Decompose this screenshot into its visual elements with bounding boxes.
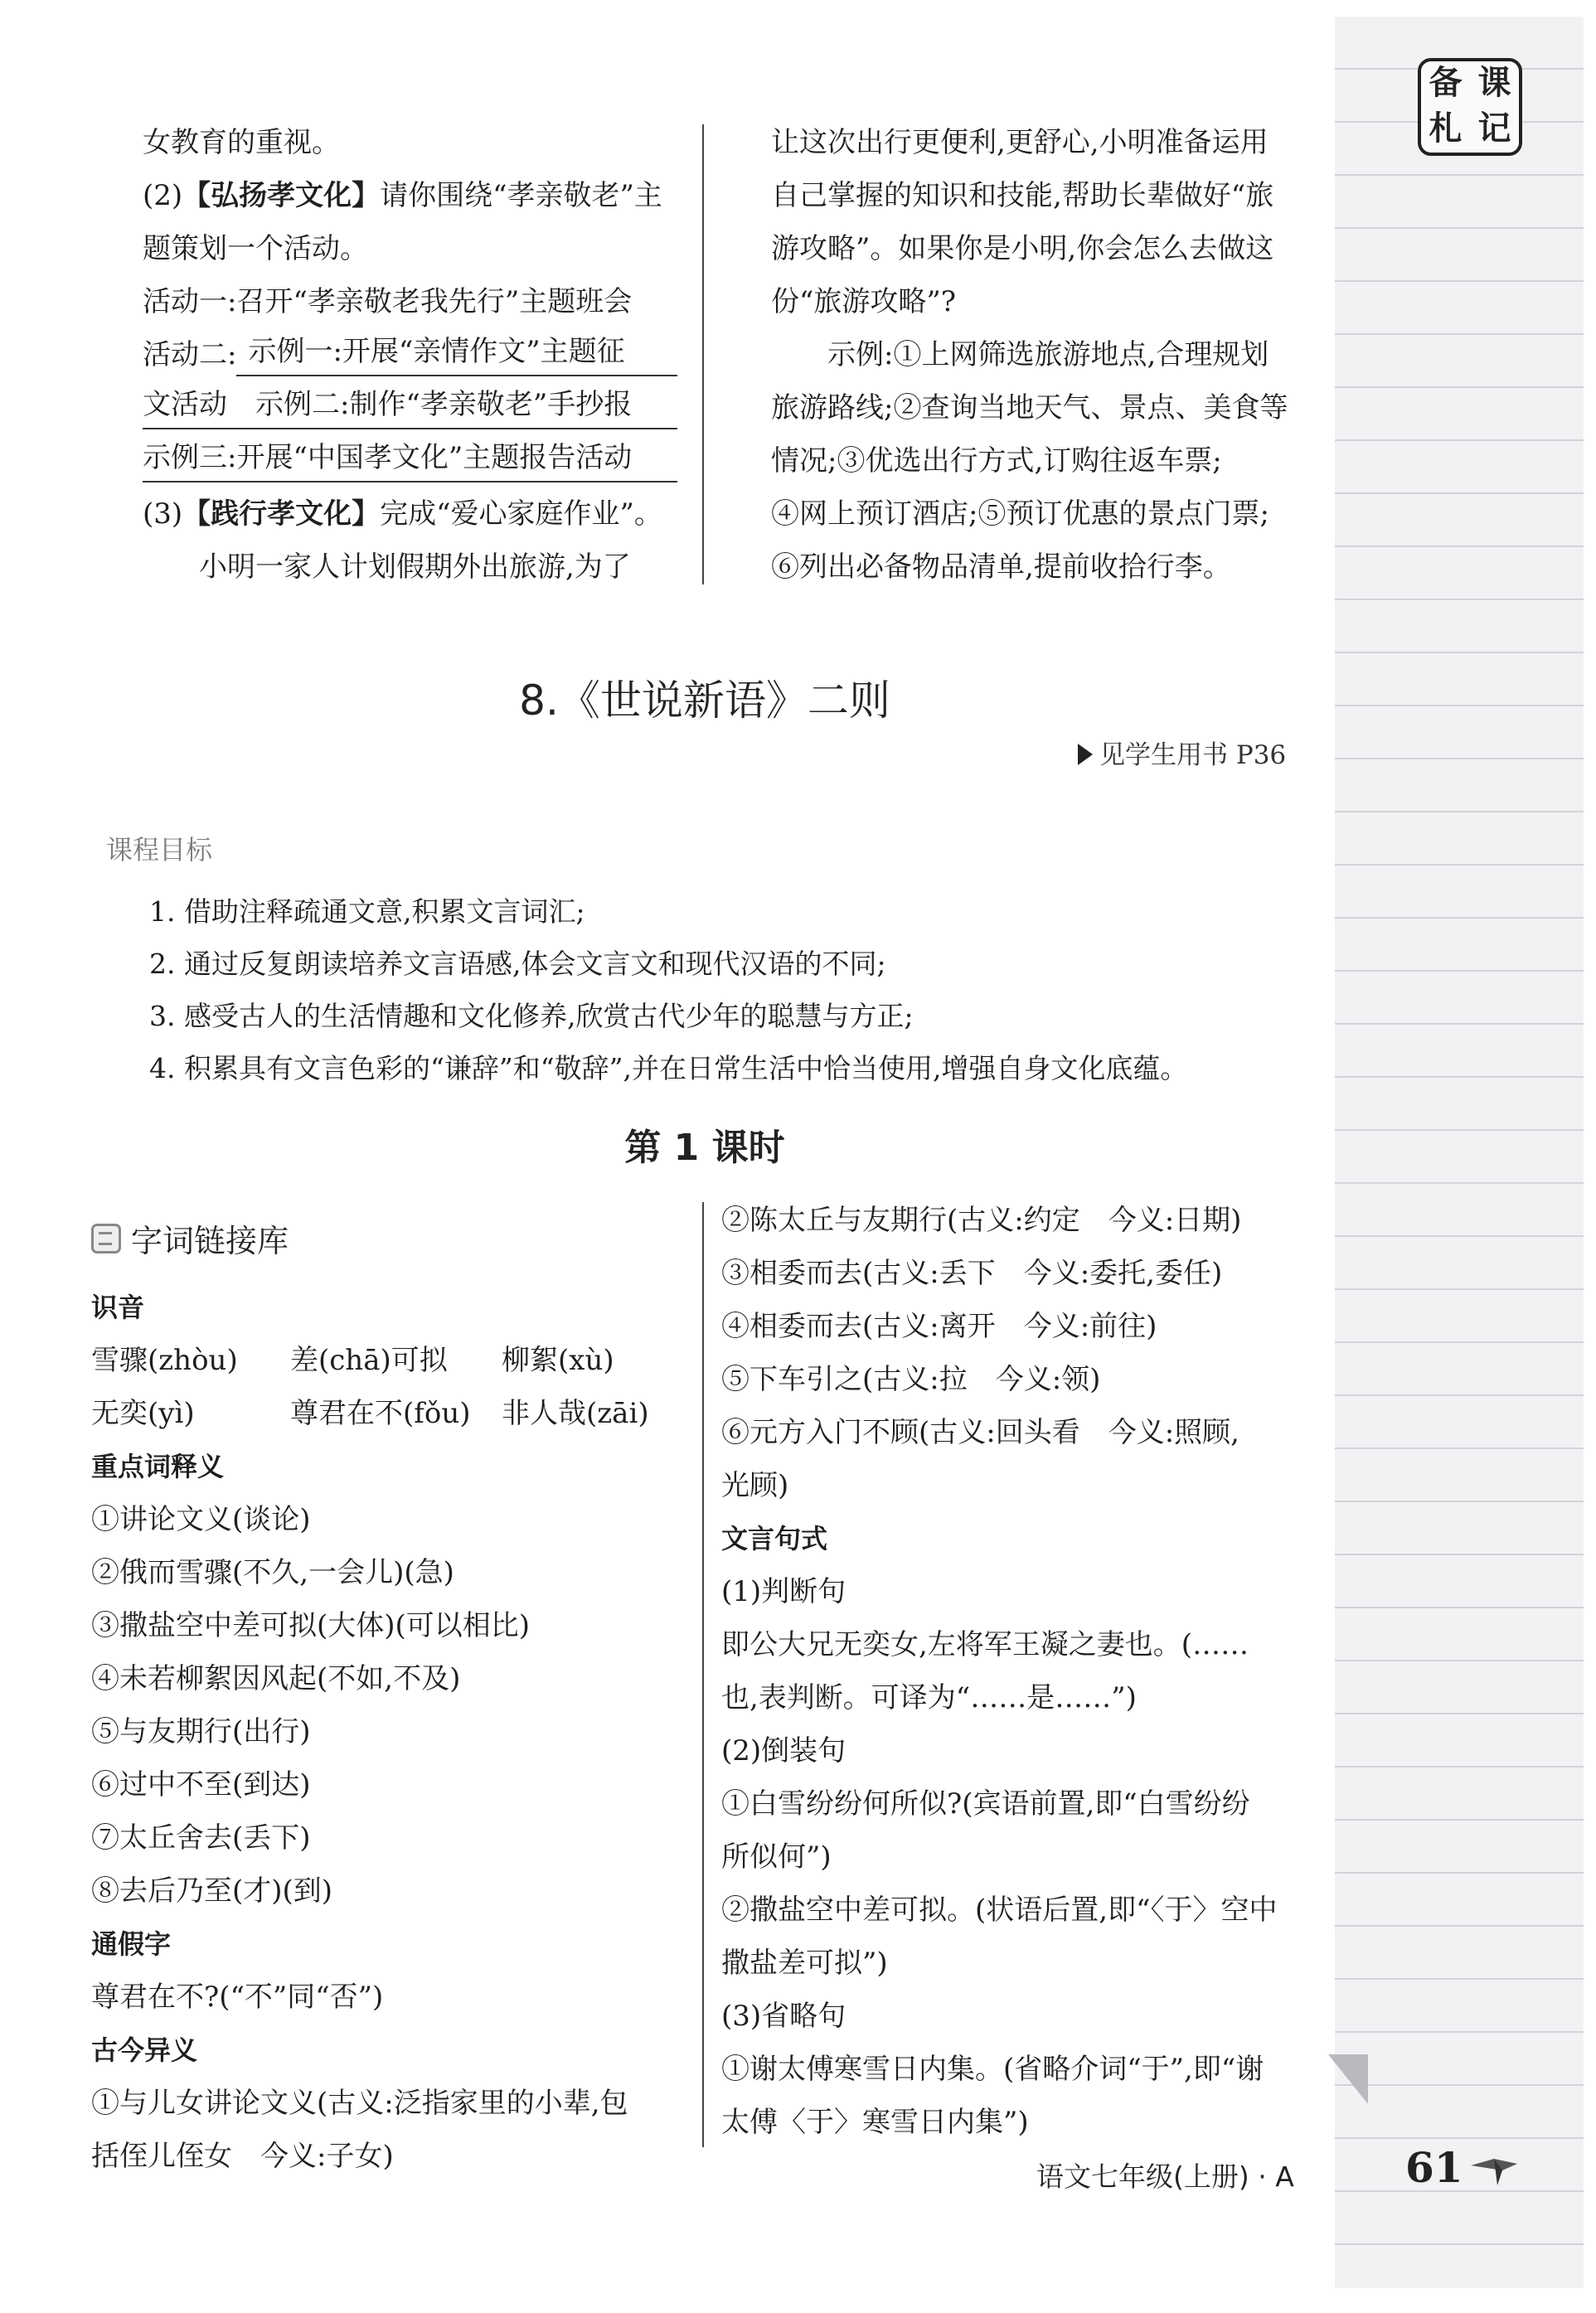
syntax-item: ①白雪纷纷何所似?(宾语前置,即“白雪纷纷 xyxy=(721,1787,1250,1821)
library-title-text: 字词链接库 xyxy=(131,1223,289,1259)
section-title: 8.《世说新语》二则 xyxy=(519,676,890,725)
section-head: 古今异义 xyxy=(91,2034,198,2066)
library-title xyxy=(91,1215,289,1261)
key-item: ①讲论文义(谈论) xyxy=(91,1503,311,1536)
pron-item: 无奕(yì) xyxy=(91,1397,195,1430)
bold-tag: 【弘扬孝文化】 xyxy=(182,179,381,212)
column-divider xyxy=(702,124,704,584)
key-item: ④未若柳絮因风起(不如,不及) xyxy=(91,1662,461,1695)
answer-line: 示例:①上网筛选旅游地点,合理规划 xyxy=(827,338,1269,371)
text-line: 自己掌握的知识和技能,帮助长辈做好“旅 xyxy=(771,179,1274,212)
gujin-item: ④相委而去(古义:离开 今义:前往) xyxy=(721,1310,1157,1343)
pron-item: 非人哉(zāi) xyxy=(502,1397,649,1430)
section-head: 识音 xyxy=(91,1292,145,1323)
notes-badge-char: 备 xyxy=(1429,64,1463,102)
section-head: 通假字 xyxy=(91,1928,172,1960)
text-line: 题策划一个活动。 xyxy=(143,232,368,265)
text-line: 份“旅游攻略”? xyxy=(771,285,956,318)
footer-book-title: 语文七年级(上册) · A xyxy=(1036,2160,1294,2193)
book-reference xyxy=(1078,734,1286,771)
syntax-item: ①谢太傅寒雪日内集。(省略介词“于”,即“谢 xyxy=(721,2053,1264,2086)
syntax-subhead: (2)倒装句 xyxy=(721,1734,847,1767)
book-icon xyxy=(91,1224,121,1253)
text-line: 小明一家人计划假期外出旅游,为了 xyxy=(199,550,631,584)
text-line: 活动一:召开“孝亲敬老我先行”主题班会 xyxy=(143,285,633,318)
notes-badge-char: 札 xyxy=(1429,109,1463,148)
bold-tag: 【践行孝文化】 xyxy=(182,497,381,531)
bottom-right-column xyxy=(721,1194,1327,2149)
goal-item: 1. 借助注释疏通文意,积累文言词汇; xyxy=(149,895,585,928)
pron-row xyxy=(91,1387,688,1440)
syntax-item: 也,表判断。可译为“……是……”) xyxy=(721,1681,1137,1714)
goal-item: 3. 感受古人的生活情趣和文化修养,欣赏古代少年的聪慧与方正; xyxy=(149,1000,914,1032)
text-line: 让这次出行更便利,更舒心,小明准备运用 xyxy=(771,126,1269,159)
text-span: 请你围绕“孝亲敬老”主 xyxy=(380,179,662,212)
goal-item: 4. 积累具有文言色彩的“谦辞”和“敬辞”,并在日常生活中恰当使用,增强自身文化底蕴。 xyxy=(149,1052,1188,1084)
top-left-column xyxy=(143,116,677,594)
pron-row xyxy=(91,1334,688,1387)
goal-item: 2. 通过反复朗读培养文言语感,体会文言文和现代汉语的不同; xyxy=(149,948,886,980)
key-item: ⑤与友期行(出行) xyxy=(91,1715,311,1748)
gujin-item: ②陈太丘与友期行(古义:约定 今义:日期) xyxy=(721,1204,1242,1237)
goals-label: 课程目标 xyxy=(106,834,213,866)
key-item: ②俄而雪骤(不久,一会儿)(急) xyxy=(91,1556,454,1589)
syntax-item: 即公大兄无奕女,左将军王凝之妻也。(…… xyxy=(721,1628,1249,1661)
item-number: (2) xyxy=(143,179,183,212)
answer-line: ⑥列出必备物品清单,提前收拾行李。 xyxy=(771,550,1231,584)
lesson-title: 第 1 课时 xyxy=(624,1127,785,1169)
syntax-item: 撒盐差可拟”) xyxy=(721,1947,888,1980)
gujin-item: ⑤下车引之(古义:拉 今义:领) xyxy=(721,1363,1101,1396)
page-number: 61 xyxy=(1405,2143,1463,2192)
reference-text: 见学生用书 P36 xyxy=(1099,740,1287,770)
syntax-item: 所似何”) xyxy=(721,1840,832,1874)
answer-text: 示例一:开展“亲情作文”主题征 xyxy=(236,328,677,376)
key-item: ⑧去后乃至(才)(到) xyxy=(91,1874,333,1908)
gujin-item: ⑥元方入门不顾(古义:回头看 今义:照顾, xyxy=(721,1416,1239,1449)
answer-line xyxy=(143,328,677,381)
play-triangle-icon xyxy=(1078,744,1093,765)
syntax-subhead: (3)省略句 xyxy=(721,2000,847,2033)
page-fold-corner xyxy=(1328,2054,1368,2104)
pron-item: 柳絮(xù) xyxy=(502,1344,614,1377)
origami-icon xyxy=(1469,2154,1519,2187)
notes-badge xyxy=(1418,58,1522,156)
pron-item: 雪骤(zhòu) xyxy=(91,1344,238,1377)
text-line xyxy=(143,169,677,222)
text-line xyxy=(143,487,677,541)
notes-badge-char: 课 xyxy=(1477,64,1511,102)
goals-list xyxy=(149,885,1187,1094)
item-number: (3) xyxy=(143,497,183,531)
syntax-item: ②撒盐空中差可拟。(状语后置,即“〈于〉空中 xyxy=(721,1894,1278,1927)
top-right-column xyxy=(771,116,1318,594)
bottom-left-column xyxy=(91,1281,688,2183)
key-item: ③撒盐空中差可拟(大体)(可以相比) xyxy=(91,1609,531,1642)
notes-badge-char: 记 xyxy=(1477,109,1511,148)
section-head: 文言句式 xyxy=(721,1523,828,1554)
pron-item: 尊君在不(fǒu) xyxy=(290,1397,471,1430)
pron-item: 差(chā)可拟 xyxy=(290,1344,448,1377)
answer-line: 旅游路线;②查询当地天气、景点、美食等 xyxy=(771,391,1288,424)
answer-line: ④网上预订酒店;⑤预订优惠的景点门票; xyxy=(771,497,1269,531)
syntax-subhead: (1)判断句 xyxy=(721,1575,847,1608)
key-item: ⑥过中不至(到达) xyxy=(91,1768,311,1801)
gujin-item: 光顾) xyxy=(721,1469,789,1502)
gujin-item: ①与儿女讲论文义(古义:泛指家里的小辈,包 xyxy=(91,2087,628,2120)
activity-label: 活动二: xyxy=(143,338,237,371)
answer-line: 情况;③优选出行方式,订购往返车票; xyxy=(771,444,1222,478)
gujin-item: ③相委而去(古义:丢下 今义:委托,委任) xyxy=(721,1257,1223,1290)
text-span: 完成“爱心家庭作业”。 xyxy=(380,497,662,531)
key-item: ⑦太丘舍去(丢下) xyxy=(91,1821,311,1855)
answer-text: 文活动 示例二:制作“孝亲敬老”手抄报 xyxy=(143,381,677,429)
answer-text: 示例三:开展“中国孝文化”主题报告活动 xyxy=(143,434,677,482)
section-head: 重点词释义 xyxy=(91,1451,225,1482)
text-line: 游攻略”。如果你是小明,你会怎么去做这 xyxy=(771,232,1274,265)
gujin-item: 括侄儿侄女 今义:子女) xyxy=(91,2140,394,2173)
column-divider xyxy=(702,1202,704,2147)
tongjia-item: 尊君在不?(“不”同“否”) xyxy=(91,1981,384,2014)
text-line: 女教育的重视。 xyxy=(143,126,340,159)
syntax-item: 太傅〈于〉寒雪日内集”) xyxy=(721,2106,1029,2139)
